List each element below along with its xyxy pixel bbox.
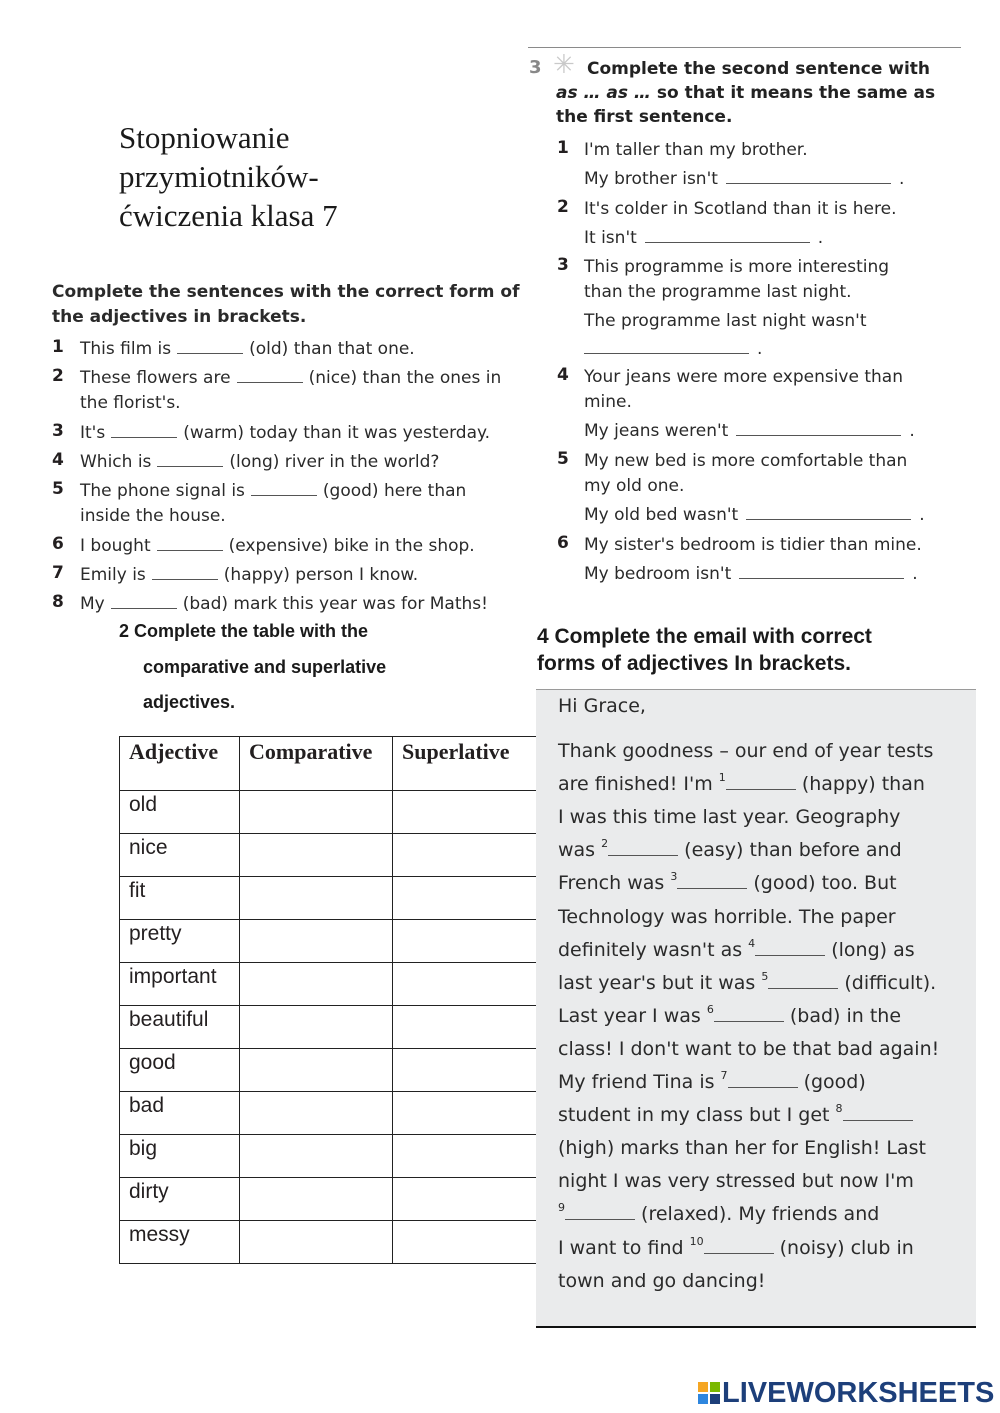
liveworksheets-brand-text: LIVEWORKSHEETS	[722, 1377, 995, 1409]
email-line	[558, 969, 937, 994]
exercise1-item-text: Emily is	[80, 565, 146, 585]
exercise3-item-sentence: I'm taller than my brother.	[584, 140, 808, 160]
email-text: student in my class but I get	[558, 1104, 836, 1127]
email-line	[558, 1038, 939, 1060]
comparative-cell[interactable]	[240, 1049, 393, 1092]
email-line	[558, 773, 925, 795]
email-text: French was	[558, 872, 671, 895]
exercise3-number: 3	[529, 57, 542, 78]
exercise3-top-rule	[528, 47, 961, 48]
email-text: (bad) in the	[783, 1004, 902, 1027]
exercise1-item-hint: (expensive) bike in the shop.	[228, 536, 475, 556]
gap-number: 9	[558, 1201, 565, 1215]
period: .	[919, 505, 925, 525]
exercise3-item-sentence: my old one.	[584, 476, 685, 496]
superlative-cell[interactable]	[393, 877, 538, 920]
exercise3-item-sentence: Your jeans were more expensive than	[584, 367, 903, 387]
adjective-cell: messy	[120, 1221, 240, 1264]
table-row	[120, 1092, 538, 1135]
table-row	[120, 877, 538, 920]
email-text: was	[558, 839, 602, 862]
table-row	[120, 963, 538, 1006]
exercise3-instruction	[556, 57, 976, 129]
gap-number: 10	[689, 1234, 704, 1248]
comparative-cell[interactable]	[240, 963, 393, 1006]
gap-number: 4	[748, 936, 756, 950]
answer-blank[interactable]	[704, 1239, 774, 1254]
exercise3-item-number: 6	[557, 533, 569, 553]
period: .	[817, 228, 824, 248]
exercise1-item-number: 8	[52, 592, 64, 612]
exercise1-item-number: 5	[52, 479, 64, 499]
period: .	[909, 421, 915, 441]
header-adjective: Adjective	[120, 737, 240, 791]
email-greeting: Hi Grace,	[558, 695, 646, 717]
exercise1-item-text: The phone signal is	[80, 481, 245, 501]
adjective-cell: bad	[120, 1092, 240, 1135]
exercise2-heading-line3: adjectives.	[143, 692, 236, 712]
email-line	[558, 839, 902, 861]
exercise3-item-number: 4	[557, 365, 569, 385]
email-text: (long) as	[825, 938, 915, 961]
exercise3-item-number: 3	[557, 255, 569, 275]
worksheet-title	[119, 118, 449, 235]
exercise3-item-number: 5	[557, 449, 569, 469]
email-text: class! I don't want to be that bad again!	[558, 1037, 940, 1060]
exercise1-item	[80, 563, 418, 588]
comparative-cell[interactable]	[240, 791, 393, 834]
table-row	[120, 1006, 538, 1049]
exercise3-instruction-line3: the first sentence.	[556, 107, 733, 127]
answer-blank[interactable]	[177, 339, 243, 354]
superlative-cell[interactable]	[393, 834, 538, 877]
exercise3-answer-prompt: My brother isn't	[584, 169, 718, 189]
answer-blank[interactable]	[157, 452, 223, 467]
header-comparative: Comparative	[240, 737, 393, 791]
comparative-cell[interactable]	[240, 1221, 393, 1264]
email-line	[558, 936, 915, 961]
email-text: town and go dancing!	[558, 1269, 766, 1292]
comparative-cell[interactable]	[240, 877, 393, 920]
exercise1-item-number: 3	[52, 421, 64, 441]
exercise1-item	[80, 450, 439, 475]
adjective-cell: big	[120, 1135, 240, 1178]
exercise1-item-hint: (warm) today than it was yesterday.	[183, 423, 491, 443]
exercise3-item-answer	[584, 419, 915, 444]
exercise3-instruction-line1: Complete the second sentence with	[587, 59, 931, 79]
email-text: (happy) than	[795, 773, 925, 796]
exercise1-item	[80, 479, 466, 504]
exercise3-instruction-line2-rest: so that it means the same as	[650, 83, 936, 103]
email-text: I want to find	[558, 1236, 690, 1259]
gap-number: 1	[718, 771, 726, 785]
gap-number: 7	[720, 1069, 728, 1082]
gap-number: 6	[706, 1002, 714, 1016]
answer-blank[interactable]	[152, 565, 218, 580]
answer-blank[interactable]	[677, 874, 747, 889]
exercise3-item-answer	[584, 226, 823, 251]
exercise3-item-number: 2	[557, 197, 569, 217]
superlative-cell[interactable]	[393, 1049, 538, 1092]
answer-blank[interactable]	[714, 1007, 784, 1022]
adjective-cell: beautiful	[120, 1006, 240, 1049]
comparative-cell[interactable]	[240, 834, 393, 877]
gap-number: 5	[761, 969, 769, 983]
answer-blank[interactable]	[736, 421, 901, 436]
comparative-cell[interactable]	[240, 1135, 393, 1178]
comparative-cell[interactable]	[240, 920, 393, 963]
email-line	[558, 872, 897, 894]
exercise1-item-hint: (good) here than	[322, 481, 467, 501]
email-line	[558, 906, 896, 928]
answer-blank[interactable]	[746, 505, 911, 520]
exercise1-item-text: These flowers are	[80, 368, 231, 388]
exercise3-item-sentence: mine.	[584, 392, 632, 412]
title-line-3: ćwiczenia klasa 7	[119, 198, 338, 233]
answer-blank[interactable]	[565, 1205, 635, 1220]
email-text: I was this time last year. Geography	[558, 806, 901, 829]
answer-blank[interactable]	[111, 594, 177, 609]
superlative-cell[interactable]	[393, 1178, 538, 1221]
email-text: last year's but it was	[558, 971, 762, 994]
exercise4-heading-line1: 4 Complete the email with correct	[537, 625, 872, 648]
superlative-cell[interactable]	[393, 1221, 538, 1264]
exercise3-answer-prompt: My jeans weren't	[584, 421, 729, 441]
table-row	[120, 1178, 538, 1221]
email-text: Last year I was	[558, 1004, 707, 1027]
email-text: are finished! I'm	[558, 773, 719, 796]
exercise2-heading-line2: comparative and superlative	[143, 657, 387, 677]
exercise1-item	[80, 592, 488, 617]
adjective-cell: fit	[120, 877, 240, 920]
answer-blank[interactable]	[584, 339, 749, 354]
adjective-cell: nice	[120, 834, 240, 877]
email-line	[558, 1170, 914, 1192]
exercise3-item-answer	[584, 309, 867, 334]
email-text: (relaxed). My friends and	[635, 1203, 880, 1226]
adjective-cell: important	[120, 963, 240, 1006]
exercise3-item-sentence: This programme is more interesting	[584, 257, 890, 277]
exercise1-item-hint: (old) than that one.	[249, 339, 415, 359]
email-text: (easy) than before and	[678, 839, 902, 862]
liveworksheets-logo	[698, 1377, 994, 1410]
exercise1-item-text: Which is	[80, 452, 152, 472]
exercise1-item-continuation: inside the house.	[80, 506, 226, 526]
comparative-cell[interactable]	[240, 1092, 393, 1135]
answer-blank[interactable]	[111, 423, 177, 438]
exercise1-item	[80, 534, 475, 559]
exercise1-item-continuation: the florist's.	[80, 393, 181, 413]
exercise3-item-answer	[584, 562, 918, 587]
email-text: (noisy) club in	[773, 1236, 914, 1259]
answer-blank[interactable]	[726, 775, 796, 790]
answer-blank[interactable]	[768, 974, 838, 989]
exercise3-answer-prompt: It isn't	[584, 228, 637, 248]
exercise3-item-sentence: than the programme last night.	[584, 282, 852, 302]
answer-blank[interactable]	[728, 1073, 798, 1088]
table-row	[120, 1135, 538, 1178]
answer-blank[interactable]	[755, 941, 825, 956]
adjective-cell: dirty	[120, 1178, 240, 1221]
answer-blank[interactable]	[645, 228, 810, 243]
table-row	[120, 1049, 538, 1092]
exercise3-answer-prompt: My old bed wasn't	[584, 505, 739, 525]
gap-number: 3	[670, 870, 678, 884]
adjective-cell: old	[120, 791, 240, 834]
superlative-cell[interactable]	[393, 963, 538, 1006]
exercise3-answer-prompt: My bedroom isn't	[584, 564, 732, 584]
exercise4-heading	[537, 623, 977, 677]
exercise4-heading-line2: forms of adjectives In brackets.	[537, 652, 851, 675]
answer-blank[interactable]	[251, 481, 317, 496]
exercise3-item-answer-line	[584, 337, 762, 362]
table-row	[120, 1221, 538, 1264]
title-line-1: Stopniowanie	[119, 120, 290, 155]
exercise1-item-number: 2	[52, 366, 64, 386]
email-text: My friend Tina is	[558, 1071, 721, 1093]
exercise1-item-number: 1	[52, 337, 64, 357]
exercise1-item-hint: (long) river in the world?	[229, 452, 440, 472]
exercise3-instruction-line2	[556, 81, 976, 105]
adjective-table	[119, 736, 537, 1264]
exercise1-item-text: My	[80, 594, 105, 614]
table-row	[120, 834, 538, 877]
email-text: Technology was horrible. The paper	[558, 905, 896, 928]
exercise1-item-number: 7	[52, 563, 64, 583]
exercise1-item	[80, 421, 490, 446]
table-row	[120, 791, 538, 834]
period: .	[757, 339, 763, 359]
exercise1-item	[80, 366, 501, 391]
exercise1-item-text: This film is	[80, 339, 172, 359]
superlative-cell[interactable]	[393, 920, 538, 963]
answer-blank[interactable]	[739, 564, 904, 579]
exercise1-item-hint: (happy) person I know.	[223, 565, 419, 585]
as-as-phrase: as … as …	[556, 83, 651, 103]
adjective-cell: pretty	[120, 920, 240, 963]
exercise3-item-answer	[584, 167, 904, 192]
exercise3-item-sentence: My sister's bedroom is tidier than mine.	[584, 535, 922, 555]
table-body	[120, 791, 538, 1264]
exercise3-item-answer	[584, 503, 925, 528]
email-line	[558, 1203, 879, 1225]
table-header-row	[120, 737, 538, 791]
email-line	[558, 1270, 765, 1292]
email-line	[558, 806, 900, 828]
email-text: definitely wasn't as	[558, 938, 749, 961]
exercise2-heading-line1: 2 Complete the table with the	[119, 621, 369, 641]
exercise1-item-text: I bought	[80, 536, 151, 556]
superlative-cell[interactable]	[393, 1092, 538, 1135]
exercise1-item-number: 6	[52, 534, 64, 554]
period: .	[912, 564, 918, 584]
comparative-cell[interactable]	[240, 1006, 393, 1049]
period: .	[898, 169, 905, 189]
exercise3-item-sentence: My new bed is more comfortable than	[584, 451, 908, 471]
email-text: (good)	[797, 1071, 866, 1093]
email-line	[558, 1234, 914, 1259]
answer-blank[interactable]	[726, 169, 891, 184]
exercise3-item-number: 1	[557, 138, 569, 158]
superlative-cell[interactable]	[393, 791, 538, 834]
header-superlative: Superlative	[393, 737, 538, 791]
email-line	[558, 1002, 902, 1027]
email-text: (difficult).	[838, 971, 937, 994]
superlative-cell[interactable]	[393, 1135, 538, 1178]
answer-blank[interactable]	[608, 841, 678, 856]
exercise1-instruction: Complete the sentences with the correct form of the adjectives in brackets.	[52, 282, 520, 327]
exercise1-item	[80, 337, 415, 362]
adjective-cell: good	[120, 1049, 240, 1092]
email-line	[558, 1104, 913, 1126]
table-row	[120, 920, 538, 963]
answer-blank[interactable]	[843, 1106, 913, 1121]
email-line	[558, 1137, 926, 1159]
answer-blank[interactable]	[157, 536, 223, 551]
exercise3-item-sentence: It's colder in Scotland than it is here.	[584, 199, 897, 219]
exercise1-item-hint: (nice) than the ones in	[308, 368, 502, 388]
exercise3-answer-prompt: The programme last night wasn't	[584, 311, 867, 331]
difficulty-star-icon: ✳	[553, 50, 575, 80]
superlative-cell[interactable]	[393, 1006, 538, 1049]
email-text: (high) marks than her for English! Last	[558, 1137, 926, 1160]
exercise1-item-text: It's	[80, 423, 106, 443]
email-text: (good) too. But	[747, 872, 897, 895]
title-line-2: przymiotników-	[119, 159, 319, 194]
comparative-cell[interactable]	[240, 1178, 393, 1221]
gap-number: 8	[835, 1102, 843, 1116]
exercise1-item-hint: (bad) mark this year was for Maths!	[182, 594, 488, 614]
email-line	[558, 1071, 866, 1093]
liveworksheets-logo-icon	[698, 1382, 720, 1404]
email-text: Thank goodness – our end of year tests	[558, 740, 934, 762]
answer-blank[interactable]	[237, 368, 303, 383]
exercise1-item-number: 4	[52, 450, 64, 470]
email-line	[558, 740, 933, 762]
gap-number: 2	[601, 837, 609, 851]
email-text: night I was very stressed but now I'm	[558, 1170, 914, 1193]
